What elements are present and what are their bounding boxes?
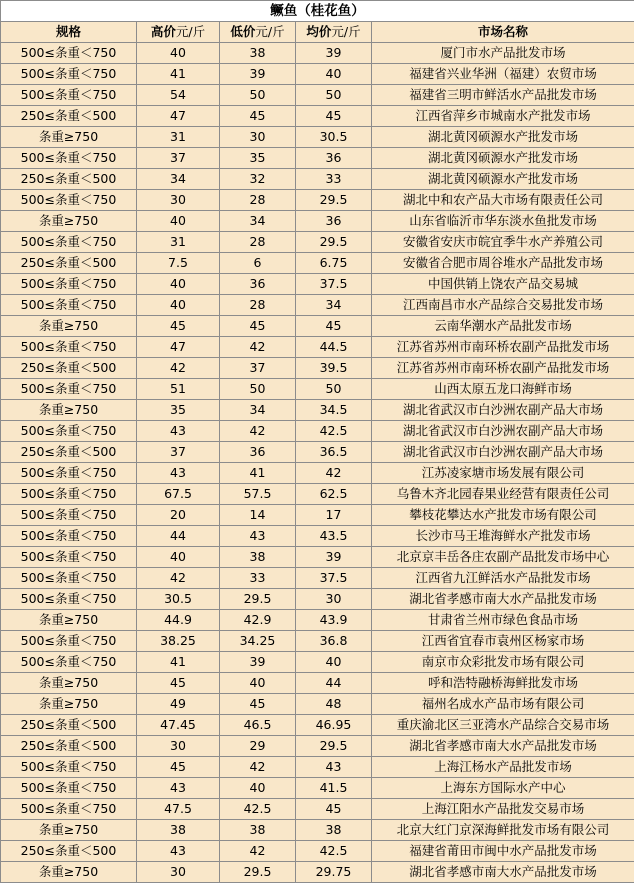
low-price-cell: 42 <box>220 841 296 862</box>
table-row <box>1 484 634 505</box>
high-price-cell: 37 <box>137 442 220 463</box>
avg-price-cell: 17 <box>296 505 372 526</box>
table-row <box>1 589 634 610</box>
market-name-cell: 湖北省孝感市南大水产品批发市场 <box>372 862 634 883</box>
spec-cell: 500≤条重＜750 <box>1 421 137 442</box>
high-price-cell: 20 <box>137 505 220 526</box>
high-price-cell: 40 <box>137 295 220 316</box>
low-price-cell: 45 <box>220 316 296 337</box>
spec-cell: 500≤条重＜750 <box>1 463 137 484</box>
avg-price-cell: 45 <box>296 316 372 337</box>
spec-cell: 条重≥750 <box>1 400 137 421</box>
table-row <box>1 442 634 463</box>
low-price-cell: 50 <box>220 379 296 400</box>
avg-price-cell: 44.5 <box>296 337 372 358</box>
high-price-cell: 30 <box>137 862 220 883</box>
spec-cell: 500≤条重＜750 <box>1 148 137 169</box>
avg-price-cell: 42 <box>296 463 372 484</box>
spec-cell: 250≤条重＜500 <box>1 253 137 274</box>
low-price-cell: 45 <box>220 694 296 715</box>
spec-cell: 250≤条重＜500 <box>1 841 137 862</box>
avg-price-cell: 37.5 <box>296 568 372 589</box>
avg-price-cell: 30 <box>296 589 372 610</box>
spec-cell: 250≤条重＜500 <box>1 358 137 379</box>
market-name-cell: 安徽省安庆市皖宜季牛水产养殖公司 <box>372 232 634 253</box>
table-row <box>1 673 634 694</box>
avg-price-cell: 38 <box>296 820 372 841</box>
spec-cell: 500≤条重＜750 <box>1 295 137 316</box>
table-title: 鳜鱼（桂花鱼） <box>1 1 634 22</box>
high-price-cell: 38.25 <box>137 631 220 652</box>
high-price-cell: 42 <box>137 358 220 379</box>
market-name-cell: 云南华潮水产品批发市场 <box>372 316 634 337</box>
market-name-cell: 呼和浩特融桥海鲜批发市场 <box>372 673 634 694</box>
spec-cell: 500≤条重＜750 <box>1 568 137 589</box>
low-price-cell: 34 <box>220 400 296 421</box>
spec-cell: 条重≥750 <box>1 610 137 631</box>
low-price-cell: 43 <box>220 526 296 547</box>
market-name-cell: 福建省三明市鲜活水产品批发市场 <box>372 85 634 106</box>
low-price-cell: 42.9 <box>220 610 296 631</box>
avg-price-cell: 62.5 <box>296 484 372 505</box>
table-row <box>1 148 634 169</box>
spec-cell: 500≤条重＜750 <box>1 190 137 211</box>
low-price-cell: 30 <box>220 127 296 148</box>
high-price-cell: 45 <box>137 757 220 778</box>
low-price-cell: 45 <box>220 106 296 127</box>
avg-price-cell: 37.5 <box>296 274 372 295</box>
spec-cell: 500≤条重＜750 <box>1 274 137 295</box>
market-name-cell: 北京大红门京深海鲜批发市场有限公司 <box>372 820 634 841</box>
table-row <box>1 316 634 337</box>
high-price-cell: 54 <box>137 85 220 106</box>
table-row <box>1 757 634 778</box>
high-price-cell: 43 <box>137 778 220 799</box>
avg-price-cell: 48 <box>296 694 372 715</box>
avg-price-cell: 29.5 <box>296 190 372 211</box>
spec-cell: 250≤条重＜500 <box>1 106 137 127</box>
high-price-cell: 45 <box>137 673 220 694</box>
market-name-cell: 上海江杨水产品批发市场 <box>372 757 634 778</box>
table-row <box>1 841 634 862</box>
header-low-label: 低价 <box>230 24 256 39</box>
high-price-cell: 30.5 <box>137 589 220 610</box>
low-price-cell: 38 <box>220 820 296 841</box>
market-name-cell: 江西省萍乡市城南水产批发市场 <box>372 106 634 127</box>
avg-price-cell: 40 <box>296 64 372 85</box>
table-row <box>1 85 634 106</box>
table-row <box>1 43 634 64</box>
table-row <box>1 295 634 316</box>
high-price-cell: 51 <box>137 379 220 400</box>
high-price-cell: 40 <box>137 211 220 232</box>
title-row <box>1 1 634 22</box>
market-name-cell: 中国供销上饶农产品交易城 <box>372 274 634 295</box>
high-price-cell: 41 <box>137 652 220 673</box>
high-price-cell: 41 <box>137 64 220 85</box>
low-price-cell: 29 <box>220 736 296 757</box>
low-price-cell: 46.5 <box>220 715 296 736</box>
market-name-cell: 江西省宜春市袁州区杨家市场 <box>372 631 634 652</box>
spec-cell: 500≤条重＜750 <box>1 505 137 526</box>
spec-cell: 250≤条重＜500 <box>1 736 137 757</box>
high-price-cell: 67.5 <box>137 484 220 505</box>
market-name-cell: 乌鲁木齐北园春果业经营有限责任公司 <box>372 484 634 505</box>
market-name-cell: 山东省临沂市华东淡水鱼批发市场 <box>372 211 634 232</box>
high-price-cell: 34 <box>137 169 220 190</box>
avg-price-cell: 41.5 <box>296 778 372 799</box>
spec-cell: 250≤条重＜500 <box>1 169 137 190</box>
header-market-label: 市场名称 <box>477 24 528 39</box>
table-row <box>1 505 634 526</box>
low-price-cell: 36 <box>220 442 296 463</box>
market-name-cell: 北京京丰岳各庄农副产品批发市场中心 <box>372 547 634 568</box>
high-price-cell: 47.5 <box>137 799 220 820</box>
avg-price-cell: 50 <box>296 85 372 106</box>
low-price-cell: 33 <box>220 568 296 589</box>
market-name-cell: 重庆渝北区三亚湾水产品综合交易市场 <box>372 715 634 736</box>
spec-cell: 250≤条重＜500 <box>1 442 137 463</box>
table-row <box>1 631 634 652</box>
spec-cell: 条重≥750 <box>1 820 137 841</box>
spec-cell: 条重≥750 <box>1 316 137 337</box>
header-high-unit: 元/斤 <box>175 24 206 39</box>
high-price-cell: 45 <box>137 316 220 337</box>
high-price-cell: 40 <box>137 547 220 568</box>
market-name-cell: 上海江阳水产品批发交易市场 <box>372 799 634 820</box>
market-name-cell: 湖北中和农产品大市场有限责任公司 <box>372 190 634 211</box>
table-row <box>1 190 634 211</box>
table-row <box>1 463 634 484</box>
low-price-cell: 50 <box>220 85 296 106</box>
avg-price-cell: 40 <box>296 652 372 673</box>
market-name-cell: 甘肃省兰州市绿色食品市场 <box>372 610 634 631</box>
avg-price-cell: 39 <box>296 43 372 64</box>
avg-price-cell: 34 <box>296 295 372 316</box>
high-price-cell: 37 <box>137 148 220 169</box>
market-name-cell: 江西省九江鲜活水产品批发市场 <box>372 568 634 589</box>
table-row <box>1 379 634 400</box>
low-price-cell: 38 <box>220 547 296 568</box>
market-name-cell: 江苏省苏州市南环桥农副产品批发市场 <box>372 337 634 358</box>
table-row <box>1 127 634 148</box>
spec-cell: 500≤条重＜750 <box>1 337 137 358</box>
low-price-cell: 57.5 <box>220 484 296 505</box>
low-price-cell: 42 <box>220 337 296 358</box>
high-price-cell: 38 <box>137 820 220 841</box>
market-name-cell: 南京市众彩批发市场有限公司 <box>372 652 634 673</box>
header-low-price <box>220 22 296 43</box>
low-price-cell: 32 <box>220 169 296 190</box>
header-high-price <box>137 22 220 43</box>
avg-price-cell: 39 <box>296 547 372 568</box>
market-name-cell: 山西太原五龙口海鲜市场 <box>372 379 634 400</box>
market-name-cell: 江苏省苏州市南环桥农副产品批发市场 <box>372 358 634 379</box>
high-price-cell: 47 <box>137 337 220 358</box>
avg-price-cell: 29.5 <box>296 736 372 757</box>
table-row <box>1 106 634 127</box>
header-row <box>1 22 634 43</box>
high-price-cell: 30 <box>137 190 220 211</box>
avg-price-cell: 36 <box>296 148 372 169</box>
spec-cell: 500≤条重＜750 <box>1 484 137 505</box>
market-name-cell: 福建省兴业华洲（福建）农贸市场 <box>372 64 634 85</box>
low-price-cell: 42 <box>220 421 296 442</box>
table-row <box>1 232 634 253</box>
avg-price-cell: 30.5 <box>296 127 372 148</box>
avg-price-cell: 42.5 <box>296 841 372 862</box>
header-high-label: 高价 <box>150 24 176 39</box>
market-name-cell: 攀枝花攀达水产批发市场有限公司 <box>372 505 634 526</box>
spec-cell: 500≤条重＜750 <box>1 757 137 778</box>
high-price-cell: 31 <box>137 232 220 253</box>
market-name-cell: 福建省莆田市闽中水产品批发市场 <box>372 841 634 862</box>
table-row <box>1 610 634 631</box>
low-price-cell: 35 <box>220 148 296 169</box>
market-name-cell: 上海东方国际水产中心 <box>372 778 634 799</box>
low-price-cell: 34 <box>220 211 296 232</box>
low-price-cell: 34.25 <box>220 631 296 652</box>
avg-price-cell: 42.5 <box>296 421 372 442</box>
low-price-cell: 42.5 <box>220 799 296 820</box>
market-name-cell: 湖北黄冈硕源水产批发市场 <box>372 127 634 148</box>
avg-price-cell: 43 <box>296 757 372 778</box>
avg-price-cell: 34.5 <box>296 400 372 421</box>
high-price-cell: 47.45 <box>137 715 220 736</box>
table-row <box>1 652 634 673</box>
low-price-cell: 41 <box>220 463 296 484</box>
low-price-cell: 29.5 <box>220 589 296 610</box>
spec-cell: 500≤条重＜750 <box>1 232 137 253</box>
table-row <box>1 169 634 190</box>
table-row <box>1 400 634 421</box>
table-row <box>1 547 634 568</box>
avg-price-cell: 36 <box>296 211 372 232</box>
market-name-cell: 长沙市马王堆海鲜水产批发市场 <box>372 526 634 547</box>
table-row <box>1 820 634 841</box>
spec-cell: 500≤条重＜750 <box>1 547 137 568</box>
spec-cell: 250≤条重＜500 <box>1 715 137 736</box>
high-price-cell: 40 <box>137 274 220 295</box>
avg-price-cell: 36.8 <box>296 631 372 652</box>
spec-cell: 条重≥750 <box>1 127 137 148</box>
spec-cell: 500≤条重＜750 <box>1 43 137 64</box>
spec-cell: 500≤条重＜750 <box>1 799 137 820</box>
spec-cell: 500≤条重＜750 <box>1 589 137 610</box>
low-price-cell: 38 <box>220 43 296 64</box>
high-price-cell: 44.9 <box>137 610 220 631</box>
high-price-cell: 47 <box>137 106 220 127</box>
avg-price-cell: 39.5 <box>296 358 372 379</box>
spec-cell: 条重≥750 <box>1 862 137 883</box>
market-name-cell: 安徽省合肥市周谷堆水产品批发市场 <box>372 253 634 274</box>
spec-cell: 条重≥750 <box>1 211 137 232</box>
low-price-cell: 42 <box>220 757 296 778</box>
table-row <box>1 799 634 820</box>
avg-price-cell: 33 <box>296 169 372 190</box>
low-price-cell: 37 <box>220 358 296 379</box>
spec-cell: 500≤条重＜750 <box>1 379 137 400</box>
low-price-cell: 6 <box>220 253 296 274</box>
low-price-cell: 28 <box>220 232 296 253</box>
table-row <box>1 862 634 883</box>
market-name-cell: 湖北省孝感市南大水产品批发市场 <box>372 589 634 610</box>
avg-price-cell: 46.95 <box>296 715 372 736</box>
low-price-cell: 40 <box>220 673 296 694</box>
spec-cell: 500≤条重＜750 <box>1 778 137 799</box>
table-row <box>1 421 634 442</box>
low-price-cell: 39 <box>220 652 296 673</box>
high-price-cell: 43 <box>137 421 220 442</box>
spec-cell: 条重≥750 <box>1 694 137 715</box>
low-price-cell: 40 <box>220 778 296 799</box>
header-avg-price <box>296 22 372 43</box>
header-avg-unit: 元/斤 <box>331 24 361 39</box>
market-name-cell: 湖北黄冈硕源水产批发市场 <box>372 148 634 169</box>
market-name-cell: 厦门市水产品批发市场 <box>372 43 634 64</box>
header-market <box>372 22 634 43</box>
low-price-cell: 28 <box>220 295 296 316</box>
avg-price-cell: 45 <box>296 799 372 820</box>
market-name-cell: 湖北黄冈硕源水产批发市场 <box>372 169 634 190</box>
spec-cell: 500≤条重＜750 <box>1 85 137 106</box>
avg-price-cell: 50 <box>296 379 372 400</box>
table-row <box>1 694 634 715</box>
market-name-cell: 湖北省武汉市白沙洲农副产品大市场 <box>372 400 634 421</box>
high-price-cell: 49 <box>137 694 220 715</box>
low-price-cell: 28 <box>220 190 296 211</box>
high-price-cell: 35 <box>137 400 220 421</box>
high-price-cell: 30 <box>137 736 220 757</box>
table-row <box>1 337 634 358</box>
high-price-cell: 43 <box>137 463 220 484</box>
low-price-cell: 36 <box>220 274 296 295</box>
table-row <box>1 274 634 295</box>
avg-price-cell: 29.5 <box>296 232 372 253</box>
spec-cell: 条重≥750 <box>1 673 137 694</box>
table-row <box>1 715 634 736</box>
table-row <box>1 568 634 589</box>
market-name-cell: 湖北省孝感市南大水产品批发市场 <box>372 736 634 757</box>
table-row <box>1 778 634 799</box>
spec-cell: 500≤条重＜750 <box>1 631 137 652</box>
table-row <box>1 736 634 757</box>
market-name-cell: 江苏凌家塘市场发展有限公司 <box>372 463 634 484</box>
avg-price-cell: 43.5 <box>296 526 372 547</box>
header-low-unit: 元/斤 <box>255 24 285 39</box>
table-row <box>1 64 634 85</box>
market-name-cell: 江西南昌市水产品综合交易批发市场 <box>372 295 634 316</box>
high-price-cell: 31 <box>137 127 220 148</box>
avg-price-cell: 45 <box>296 106 372 127</box>
table-row <box>1 211 634 232</box>
market-name-cell: 福州名成水产品市场有限公司 <box>372 694 634 715</box>
market-name-cell: 湖北省武汉市白沙洲农副产品大市场 <box>372 421 634 442</box>
spec-cell: 500≤条重＜750 <box>1 526 137 547</box>
header-spec <box>1 22 137 43</box>
low-price-cell: 29.5 <box>220 862 296 883</box>
table-row <box>1 526 634 547</box>
table-row <box>1 253 634 274</box>
table-row <box>1 358 634 379</box>
spec-cell: 500≤条重＜750 <box>1 652 137 673</box>
avg-price-cell: 43.9 <box>296 610 372 631</box>
header-avg-label: 均价 <box>306 24 332 39</box>
avg-price-cell: 29.75 <box>296 862 372 883</box>
avg-price-cell: 36.5 <box>296 442 372 463</box>
high-price-cell: 43 <box>137 841 220 862</box>
avg-price-cell: 6.75 <box>296 253 372 274</box>
high-price-cell: 40 <box>137 43 220 64</box>
high-price-cell: 42 <box>137 568 220 589</box>
market-name-cell: 湖北省武汉市白沙洲农副产品大市场 <box>372 442 634 463</box>
spec-cell: 500≤条重＜750 <box>1 64 137 85</box>
header-spec-label: 规格 <box>55 24 81 39</box>
high-price-cell: 44 <box>137 526 220 547</box>
low-price-cell: 14 <box>220 505 296 526</box>
low-price-cell: 39 <box>220 64 296 85</box>
high-price-cell: 7.5 <box>137 253 220 274</box>
avg-price-cell: 44 <box>296 673 372 694</box>
